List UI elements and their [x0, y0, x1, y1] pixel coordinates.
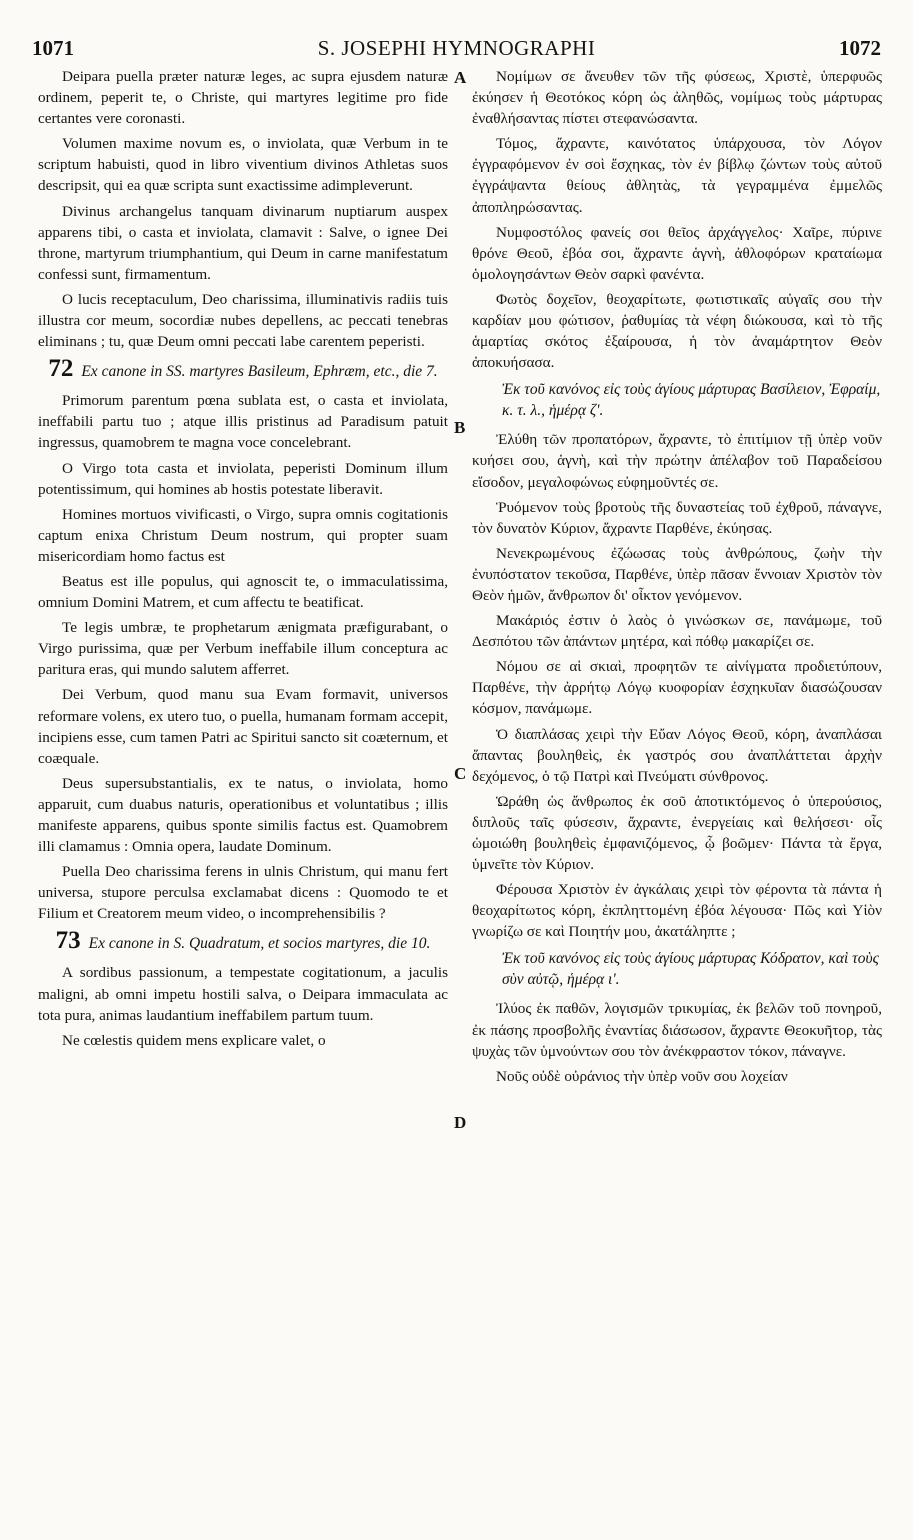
- paragraph: Ne cœlestis quidem mens explicare valet, o: [62, 1031, 326, 1049]
- paragraph: Ῥυόμενον τοὺς βροτοὺς τῆς δυναστείας τοῦ ἐχθροῦ, πάναγνε, τὸν δυνατὸν Κύριον, ἄχραντε Παρθένε, ἐκύησας.: [472, 498, 882, 537]
- paragraph: Νενεκρωμένους ἐζώωσας τοὺς ἀνθρώπους, ζωὴν τὴν ἐνυπόστατον τεκοῦσα, Παρθένε, ὑπὲρ πᾶσαν ἔννοιαν Χριστὸν τὸν Θεὸν ἡμῶν, ἄνθρωπον δι' οἶκτον γενόμενον.: [472, 544, 882, 604]
- paragraph: Ἐλύθη τῶν προπατόρων, ἄχραντε, τὸ ἐπιτίμιον τῇ ὑπὲρ νοῦν κυήσει σου, ἁγνὴ, καὶ τὴν πρώτην ἀπέλαβον τοῦ Παραδείσου εἴσοδον, μεγαλοφώνως εὐφημοῦντές σε.: [472, 431, 882, 491]
- paragraph: Ἰλύος ἐκ παθῶν, λογισμῶν τρικυμίας, ἐκ βελῶν τοῦ πονηροῦ, ἐκ πάσης προσβολῆς ἐναντίας διάσωσον, ἄχραντε Θεοκυῆτορ, τὰς ψυχὰς τῶν ὑμνούντων σου τὸν ἀνέκφραστον τόκον, πάναγνε.: [472, 1000, 882, 1060]
- paragraph: Primorum parentum pœna sublata est, o casta et inviolata, ineffabili partu tuo ; atque illis pristinus ad Paradisum patuit ingressus, quamobrem te magna voce concelebrant.: [38, 392, 448, 452]
- section-heading-text: Ἐκ τοῦ κανόνος εἰς τοὺς ἁγίους μάρτυρας Κόδρατον, καὶ τοὺς σὺν αὐτῷ, ἡμέρᾳ ι'.: [502, 950, 879, 989]
- section-number: 73: [55, 927, 81, 955]
- paragraph: Deipara puella præter naturæ leges, ac supra ejusdem naturæ ordinem, peperit te, o Christe, qui martyres legitime pro fide certantes vere coronasti.: [38, 68, 448, 128]
- section-heading-text: Ex canone in SS. martyres Basileum, Ephræm, etc., die 7.: [81, 363, 438, 381]
- paragraph: Νοῦς οὐδὲ οὐράνιος τὴν ὑπὲρ νοῦν σου λοχείαν: [496, 1067, 788, 1085]
- page-header: [32, 36, 881, 64]
- section-marker-a: A: [454, 68, 467, 87]
- page-number-left: 1071: [32, 36, 74, 60]
- paragraph: Μακάριός ἐστιν ὁ λαὸς ὁ γινώσκων σε, πανάμωμε, τοῦ Δεσπότου τῶν ἁπάντων μητέρα, καὶ πόθῳ μακαρίζει σε.: [472, 612, 882, 651]
- section-heading-text: Ἐκ τοῦ κανόνος εἰς τοὺς ἁγίους μάρτυρας Βασίλειον, Ἐφραίμ, κ. τ. λ., ἡμέρᾳ ζ'.: [502, 381, 881, 420]
- section-heading: [38, 355, 448, 383]
- paragraph: Puella Deo charissima ferens in ulnis Christum, qui manu fert universa, stupore perculsa exclamabat dicens : Quomodo te et Filium et Creatorem meum video, o incomprehensibilis ?: [38, 863, 448, 923]
- paragraph: Νομίμων σε ἄνευθεν τῶν τῆς φύσεως, Χριστὲ, ὑπερφυῶς ἐκύησεν ἡ Θεοτόκος κόρη ὡς ἀληθῶς, νομίμως τοὺς μάρτυρας ἐναθλήσαντας πίστει στεφανώσαντα.: [472, 68, 882, 128]
- paragraph: Τόμος, ἄχραντε, καινότατος ὑπάρχουσα, τὸν Λόγον ἐγγραφόμενον ἐν σοὶ ἔσχηκας, τὸν ἐν βίβλῳ ζώντων τοὺς αὐτοῦ ἐγγράψαντα θείους ἀθλητὰς, τὰ γεγραμμένα ἐμμελῶς ἀποπληρώσαντας.: [472, 135, 882, 216]
- greek-column: [472, 66, 882, 1091]
- paragraph: Te legis umbræ, te prophetarum ænigmata præfigurabant, o Virgo purissima, quæ per Verbum ineffabile illum conceptura ac paritura eras, qui mundo salutem afferret.: [38, 619, 448, 679]
- paragraph: A sordibus passionum, a tempestate cogitationum, a jaculis maligni, ab omni impetu hostili salva, o Deipara immaculata ac tota pura, animas laudantium ineffabilem partum tuum.: [38, 964, 448, 1024]
- paragraph: Φωτὸς δοχεῖον, θεοχαρίτωτε, φωτιστικαῖς αὐγαῖς σου τὴν καρδίαν μου φώτισον, ῥαθυμίας τὰ νέφη διώκουσα, καὶ τὸ τῆς ἁμαρτίας σκότος ἐξαίρουσα, ἡ τὸν ἀναμάρτητον Θεὸν ἀποκυήσασα.: [472, 290, 882, 372]
- paragraph: Volumen maxime novum es, o inviolata, quæ Verbum in te scriptum habuisti, quod in libro viventium divinos Athletas suos descripsit, qui ea quæ scripta sunt exactissime adimpleverunt.: [38, 135, 448, 195]
- paragraph: Homines mortuos vivificasti, o Virgo, supra omnis cogitationis captum enixa Christum Deum nostrum, qui propter suam misericordiam homo factus est: [38, 505, 448, 565]
- paragraph: O lucis receptaculum, Deo charissima, illuminativis radiis tuis illustra cor meum, socordiæ nubes depellens, ac peccati tenebras eliminans ; tu, quæ Deum omni peccati labe carentem peperisti.: [38, 290, 448, 351]
- paragraph: Νόμου σε αἱ σκιαὶ, προφητῶν τε αἰνίγματα προδιετύπουν, Παρθένε, τὴν ἀρρήτῳ Λόγῳ κυοφορίαν ἐσχηκυῖαν διασώζουσαν κόσμον, πανάμωμε.: [472, 658, 882, 718]
- section-heading: [472, 379, 882, 421]
- section-heading: [38, 927, 448, 955]
- paragraph: Beatus est ille populus, qui agnoscit te, o immaculatissima, omnium Domini Matrem, et cum affectu te beatificat.: [38, 572, 448, 612]
- paragraph: Dei Verbum, quod manu sua Evam formavit, universos reformare volens, ex utero tuo, o puella, humanam formam accepit, incipiens esse, cum tamen Patri ac Spiritui sancto sit coæternum, et coæquale.: [38, 686, 448, 767]
- section-marker-d: D: [454, 1113, 467, 1132]
- section-marker-c: C: [454, 764, 467, 783]
- paragraph: Ὡράθη ὡς ἄνθρωπος ἐκ σοῦ ἀποτικτόμενος ὁ ὑπερούσιος, διπλοῦς ταῖς φύσεσιν, ἄχραντε, ἐνεργείαις καὶ θελήσεσι· οἷς ὡμοιώθη βουληθεὶς ἐμφανιζόμενος, ᾧ βοῶμεν· Πάντα τὰ ἔργα, ὑμνεῖτε τὸν Κύριον.: [472, 792, 882, 874]
- paragraph: Divinus archangelus tanquam divinarum nuptiarum auspex apparens tibi, o casta et inviolata, clamavit : Salve, o ignee Dei throne, martyrum triumphantium, qui Deum in carne manifestatum confessi sunt, firmamentum.: [38, 202, 448, 283]
- running-title: S. JOSEPHI HYMNOGRAPHI: [317, 36, 596, 60]
- section-heading: [472, 948, 882, 990]
- paragraph: Deus supersubstantialis, ex te natus, o inviolata, homo apparuit, cum duabus naturis, operationibus et voluntatibus ; illis manifeste apparens, quibus sponte similis factus est. Quamobrem illi clamamus : Omnia opera, laudate Dominum.: [38, 774, 448, 856]
- page-number-right: 1072: [839, 36, 881, 60]
- latin-column: [38, 66, 448, 1055]
- section-number: 72: [48, 355, 74, 383]
- section-heading-text: Ex canone in S. Quadratum, et socios martyres, die 10.: [88, 935, 431, 953]
- paragraph: Ὁ διαπλάσας χειρὶ τὴν Εὔαν Λόγος Θεοῦ, κόρη, ἀναπλάσαι ἅπαντας βουληθεὶς, ἐκ γαστρός σου ἀναπλάττεται ἀρχὴν δεχόμενος, ὁ τῷ Πατρὶ καὶ Πνεύματι σύνθρονος.: [472, 725, 882, 785]
- paragraph: Φέρουσα Χριστὸν ἐν ἀγκάλαις χειρὶ τὸν φέροντα τὰ πάντα ἡ θεοχαρίτωτος κόρη, ἐκπληττομένη ἐβόα λέγουσα· Πῶς καὶ Υἱὸν γνωρίζω σε καὶ Ποιητήν μου, ἀκατάληπτε ;: [472, 881, 882, 941]
- paragraph: O Virgo tota casta et inviolata, peperisti Dominum illum potentissimum, qui homines ab hostis potestate liberavit.: [38, 459, 448, 498]
- section-marker-b: B: [454, 418, 466, 437]
- paragraph: Νυμφοστόλος φανείς σοι θεῖος ἀρχάγγελος· Χαῖρε, πύρινε θρόνε Θεοῦ, ἐβόα σοι, ἄχραντε ἁγνὴ, ἀθλοφόρων κραταίωμα ὁμολογησάντων Θεὸν σαρκὶ φανέντα.: [472, 223, 882, 283]
